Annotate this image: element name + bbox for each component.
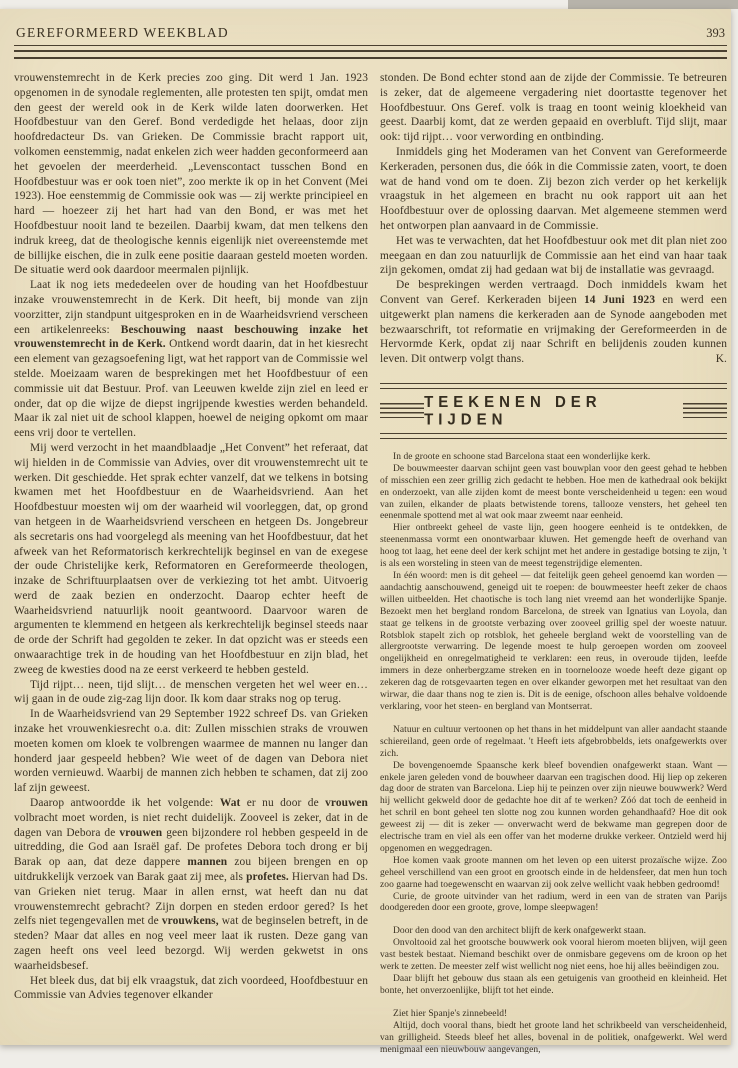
text-run: en werd een uitgewerkt plan namens die kerkeraden aan de Synode aangeboden met bezwaarschrift, tot reformatie en vrijmaking der Gereformeerden in de Hervormde Kerk, opdat zij naar Schrift en belijdenis zouden kunnen leven. Dit ontwerp volgt thans. (380, 293, 727, 366)
text-run: Door den dood van den architect blijft de kerk onafgewerkt staan. (393, 926, 647, 937)
text-run: Ontkend wordt daarin, dat in het kiesrecht een element van gezagsoefening ligt, wat het rapport van de Commissie wel stelde. Moeizaam waren de besprekingen met het Hoofdbestuur of een commissie uit dat Bestuur. Prof. van Leeuwen kwelde zijn ziel en leed er onder, dat op die wijze de diepst ingrijpende kwesties werden behandeld. Maar ik zal niet uit de school klappen, hoewel de neiging opkomt om maar eens vrij door te vertellen. (14, 338, 368, 440)
text-run: vrouwenstemrecht in de Kerk precies zoo ging. Dit werd 1 Jan. 1923 opgenomen in de synodale reglementen, alle protesten ten spijt, omdat men den geest der wereld ook in de Kerk wilde laten doorwerken. Het Hoofdbestuur van den Geref. Bond verdedigde het helaas, door zijn hoofdredacteur Ds. van Grieken. De Commissie bracht rapport uit, volkomen eenstemmig, nadat enkelen zich weer hadden geconformeerd aan het gevoelen der meerderheid. „Levenscontact tusschen Bond en Hoofdbestuur was er ook toen niet”, zoo merkte ik op in het Convent (Mei 1923). Hoe eenstemmig de Commissie ook was — zij werkte principieel en hard — hoezeer zij het hart had van den Bond, er was met het Hoofdbestuur nooit land te bezeilen. Daarbij kwam, dat men telkens den indruk kreeg, dat de theologische kennis eigenlijk niet overeenstemde met de billijke eischen, die in zulk eene positie daaraan gesteld moeten worden. De situatie werd ook daardoor meermalen pijnlijk. (14, 72, 368, 277)
left-column (14, 71, 368, 1056)
text-run: Het was te verwachten, dat het Hoofdbestuur ook met dit plan niet zoo meegaan en dan zou natuurlijk de Commissie aan het eind van haar taak zijn gekomen, omdat zij had gedaan wat bij de installatie was gevraagd. (380, 234, 727, 277)
text-run: Ziet hier Spanje's zinnebeeld! (393, 1008, 508, 1019)
scan-edge-artifact (568, 0, 738, 9)
bold-text-run: profetes. (246, 871, 289, 884)
text-run: geen bijzondere rol hebben gespeeld in de uitredding, die God aan Israël gaf. De profetes Debora toch drong er bij Barak op aan, dat deze dappere (14, 826, 369, 869)
text-run: volbracht moet worden, is niet recht duidelijk. Zooveel is zeker, dat in de dagen van Debora de (14, 811, 368, 839)
text-run: Daar blijft het gebouw dus staan als een getuigenis van grootheid en kleinheid. Het bonte, het onverzoenlijke, blijft tot het einde. (380, 974, 727, 996)
paragraph (380, 974, 727, 998)
paragraph (380, 761, 727, 856)
text-run: In de groote en schoone stad Barcelona staat een wonderlijke kerk. (393, 451, 651, 462)
text-run: Het bleek dus, dat bij elk vraagstuk, dat zich voordeed, Hoofdbestuur en Commissie van Advies tegenover elkander (14, 974, 368, 1002)
bold-text-run: 14 Juni 1923 (584, 293, 656, 306)
paragraph (380, 1009, 727, 1021)
right-column-article (380, 71, 727, 367)
text-run: Tijd rijpt… neen, tijd slijt… de menschen vergeten het wel weer en… wij gaan in de oude zig-zag lijn door. Ik kom daar straks nog op terug. (14, 678, 368, 706)
page-header (14, 25, 727, 59)
section-box-middle (380, 389, 727, 433)
text-run: Hoe komen vaak groote mannen om het leven op een uiterst prozaïsche wijze. Zoo geheel verschillend van een groot en grootsch einde in de heldensfeer, dat men hun toch zoo gaarne had toegewenscht en waarvan zij ook zelve wellicht vaak hebben gedroomd! (380, 855, 727, 890)
paragraph (380, 523, 727, 571)
bold-text-run: vrouwkens, (161, 915, 219, 928)
paragraph (380, 856, 727, 892)
bold-text-run: vrouwen (119, 826, 163, 839)
paragraph (380, 234, 727, 278)
text-run: De besprekingen werden vertraagd. Doch inmiddels kwam het Convent van Geref. Kerkeraden bijeen (380, 279, 727, 306)
magazine-page (0, 9, 731, 1055)
bold-text-run: Wat (219, 797, 241, 810)
bold-text-run: Beschouwing naast beschouwing inzake het vrouwenstemrecht in de Kerk. (14, 323, 368, 351)
text-run: Onvoltooid zal het grootsche bouwwerk ook vooral hierom moeten blijven, wijl geen vast bestek bestaat. Niemand beschikt over de onmisbare gegevens om de kroon op het werk te zetten. De meester zelf wist wellicht nog niet eens, hoe hij alles beëindigen zou. (380, 938, 727, 973)
header-rule-thin (14, 45, 727, 46)
text-run: stonden. De Bond echter stond aan de zijde der Commissie. Te betreuren is zeker, dat de algemeene vergadering niet doortastte tegenover het Hoofdbestuur. Ons Geref. volk is traag en toont weinig kloekheid van geest. Daarbij komt, dat ze werden gepaaid en overbluft. Tijd slijt, maar ook: tijd rijpt… voor verwording en ontbinding. (380, 72, 727, 144)
masthead-title: GEREFORMEERD WEEKBLAD (16, 25, 229, 40)
text-run: Laat ik nog iets mededeelen over de houding van het Hoofdbestuur inzake vrouwenstemrecht in de Kerk. Dit heeft, bij monde van zijn voorzitter, zijn standpunt uitgesproken en in de Waarheidsvriend verscheen een artikelenreeks: (14, 279, 368, 336)
text-run: Hiervan had Ds. van Grieken niet terug. Maar in allen ernst, wat heeft dan nu dat vrouwenstemrecht gebracht? Zijn dorpen en steden erdoor gered? Is het zelfs niet tegengevallen met de (14, 871, 368, 928)
paragraph (380, 1021, 727, 1057)
rule-ornament-right (683, 403, 727, 418)
paragraph (380, 278, 727, 367)
paragraph (14, 278, 368, 441)
paragraph (14, 71, 368, 278)
section-body (380, 452, 727, 1057)
text-run: Natuur en cultuur vertoonen op het thans in het middelpunt van aller aandacht staande schiereiland, geen orde of regelmaat. 't Heeft iets afgebrobbelds, iets onafgewerkts over zich. (380, 724, 727, 759)
text-run: Inmiddels ging het Moderamen van het Convent van Gereformeerde Kerkeraden, personen dus, die óók in die Commissie zaten, voort, te doen wat de hand vond om te doen. Zij bezon zich verder op het kerkelijk vraagstuk in het algemeen en bracht nu ook rapport uit aan het Hoofdbestuur over de oplossing daarvan. Met algemeene stemmen werd het ontworpen plan aanvaard in de Commissie. (380, 145, 727, 232)
paragraph (14, 707, 368, 796)
text-run: Altijd, doch vooral thans, biedt het groote land het schrikbeeld van verscheidenheid, van grilligheid. Steeds bleef het alles, bovenal in de politiek, onafgewerkt. Wel werd menigmaal een nieuwbouw aangevangen, (380, 1020, 727, 1055)
paragraph (380, 145, 727, 234)
text-run: er nu door de (240, 797, 326, 810)
section-box-rule-bottom (380, 433, 727, 439)
text-run: Daarop antwoordde ik het volgende: (30, 797, 220, 810)
section-title: TEEKENEN DER TIJDEN (424, 393, 602, 429)
right-column (380, 71, 727, 1056)
paragraph (380, 725, 727, 761)
header-rule-double (14, 50, 727, 59)
paragraph (380, 464, 727, 524)
section-heading-box (380, 383, 727, 439)
text-run: Mij werd verzocht in het maandblaadje „Het Convent” het referaat, dat wij hielden in de Commissie van Advies, over dit vrouwenstemrecht uit te werken. Dit geschiedde. Het sprak echter vanzelf, dat we telkens in botsing kwamen met het Hoofdbestuur en de Waarheidsvriend. Aan het Hoofdbestuur moesten wij om der waarheid wil voorleggen, dat, op grond van hetgeen in de Waarheidsvriend verscheen en hetgeen Ds. Jongebreur als secretaris ons had voorgelegd als meening van het Hoofdbestuur, dat het afweek van het Reformatorisch kerkrechtelijk beginsel en van de exegese der oude Christelijke kerk, Reformatoren en Gereformeerde theologen, inzake de Schriftuurplaatsen over de verkiezing tot het ambt. Uitvoerig werd de zaak bezien en onderzocht. Daarop echter heeft de Waarheidsvriend natuurlijk nooit geantwoord. Daarvoor waren de argumenten te klemmend en hetgeen als kerkrechtelijk beginsel steeds naar de orde der Schrift had gegolden te zeker. In dat opzicht was er steeds een onwaarachtige trek in de houding van het Hoofdbestuur en zijn blad, het zweeg de kwesties dood na ze eerst verkeerd te hebben gesteld. (14, 441, 368, 676)
paragraph (14, 974, 368, 1004)
text-run: Curie, de groote uitvinder van het radium, werd in een van de straten van Parijs doodgereden door een groote, grove, lompe sleepwagen! (380, 891, 727, 914)
paragraph (380, 892, 727, 916)
text-run: zou bijeen brengen en op uitdrukkelijk verzoek van Barak gaat zij mee, als (14, 856, 369, 884)
paragraph (380, 71, 727, 145)
text-run: De bouwmeester daarvan schijnt geen vast bouwplan voor den geest gehad te hebben of misschien een zeer grillig zich gedacht te hebben. Hoe men de kathedraal ook bekijkt en onderzoekt, van alle zijden komt de meest bonte verscheidenheid u tegen: een woud van zuilen, elkander de plaats betwistende torens, tallooze vensters, het geheel ten eenenmale spottend met al wat ook maar zweemt naar eenheid. (380, 463, 727, 522)
paragraph (14, 796, 368, 974)
text-run: In één woord: men is dit geheel — dat feitelijk geen geheel genoemd kan worden — aandachtig aanschouwend, geneigd uit te roepen: de bouwmeester heeft zeker de chaos willen uitbeelden. Het chaotische is toch lang niet vreemd aan het wonderlijke Spanje. Bezoekt men het bergland rondom Barcelona, de streek van Ignatius van Loyola, dan staat ge telkens in de grootste verbazing over zooveel grillig spel der woeste natuur. Rotsblok stapelt zich op rotsblok, het geheele bergland wekt de voorstelling van de allergrootste verwarring. De legende moest te hulp geroepen worden om zooveel ongelijkheid en onregelmatigheid te verklaren: een reus, in overoude tijden, leefde immers in deze onherbergzame streken en in toornelooze woede heeft deze gigant op zekeren dag de rotsgevaarten tegen en over elkander geworpen met het resultaat van den wirwar, die daar thans nog te zien is. Dit is de eenige, ofschoon alles behalve voldoende verklaring, voor het steen- en bergland van Montserrat. (380, 571, 727, 712)
paragraph (380, 926, 727, 938)
bold-text-run: mannen (187, 856, 228, 869)
text-run: De bovengenoemde Spaansche kerk bleef bovendien onafgewerkt staan. Want — enkele jaren geleden vond de bouwheer daarvan een tragischen dood. Hij liep op zekeren dag door de straten van Barcelona. Liep hij te peinzen over zijn nieuwe bouwwerk? Werd hij wellicht gekweld door de gedachte hoe dit af te werken? Zóó dat toch de eenheid in het schril en bont geheel ten slotte nog zou kunnen worden gehandhaafd? Hoe dit ook geweest zij — dit is zeker — onverwacht werd de bekwame man gegrepen door de electrische tram en viel als een offer van het moderne drukke verkeer. Ontzield werd hij opgenomen en weggedragen. (380, 760, 727, 854)
author-initial: K. (715, 353, 727, 366)
paragraph (380, 452, 727, 464)
page-number: 393 (706, 26, 725, 40)
text-columns (14, 71, 727, 1056)
masthead-row (14, 25, 727, 45)
rule-ornament-left (380, 403, 424, 418)
paragraph (380, 571, 727, 714)
paragraph (14, 678, 368, 708)
paragraph (380, 938, 727, 974)
text-run: wat de beginselen betreft, in de steden? Maar dat alles en nog veel meer laat ik rusten. Deze gang van zagen heeft ons veel leed bezorgd. Wij werden gekwetst in ons waarheidsbesef. (14, 915, 368, 972)
text-run: Hier ontbreekt geheel de vaste lijn, geen hoogere eenheid is te ontdekken, de steenenmassa vormt een onontwarbaar kluwen. Het gemengde heeft de overhand van hoog tot laag, het eene deel der kerk schijnt met het andere in gestadige botsing te zijn, 't is als een worsteling in steen van de meest tegenstrijdige elementen. (380, 523, 727, 570)
paragraph (14, 441, 368, 678)
text-run: In de Waarheidsvriend van 29 September 1922 schreef Ds. van Grieken inzake het vrouwenkiesrecht o.a. dit: Zullen misschien straks de vrouwen moeten komen om kloek te volbrengen waarmee de mannen nu langer dan honderd jaar gespeeld hebben? Wie weet of de dagen van Debora niet worden vernieuwd. Waarbij de mannen zich hebben te schamen, dat zij zoo laf zijn geweest. (14, 708, 368, 795)
bold-text-run: vrouwen (325, 797, 368, 810)
